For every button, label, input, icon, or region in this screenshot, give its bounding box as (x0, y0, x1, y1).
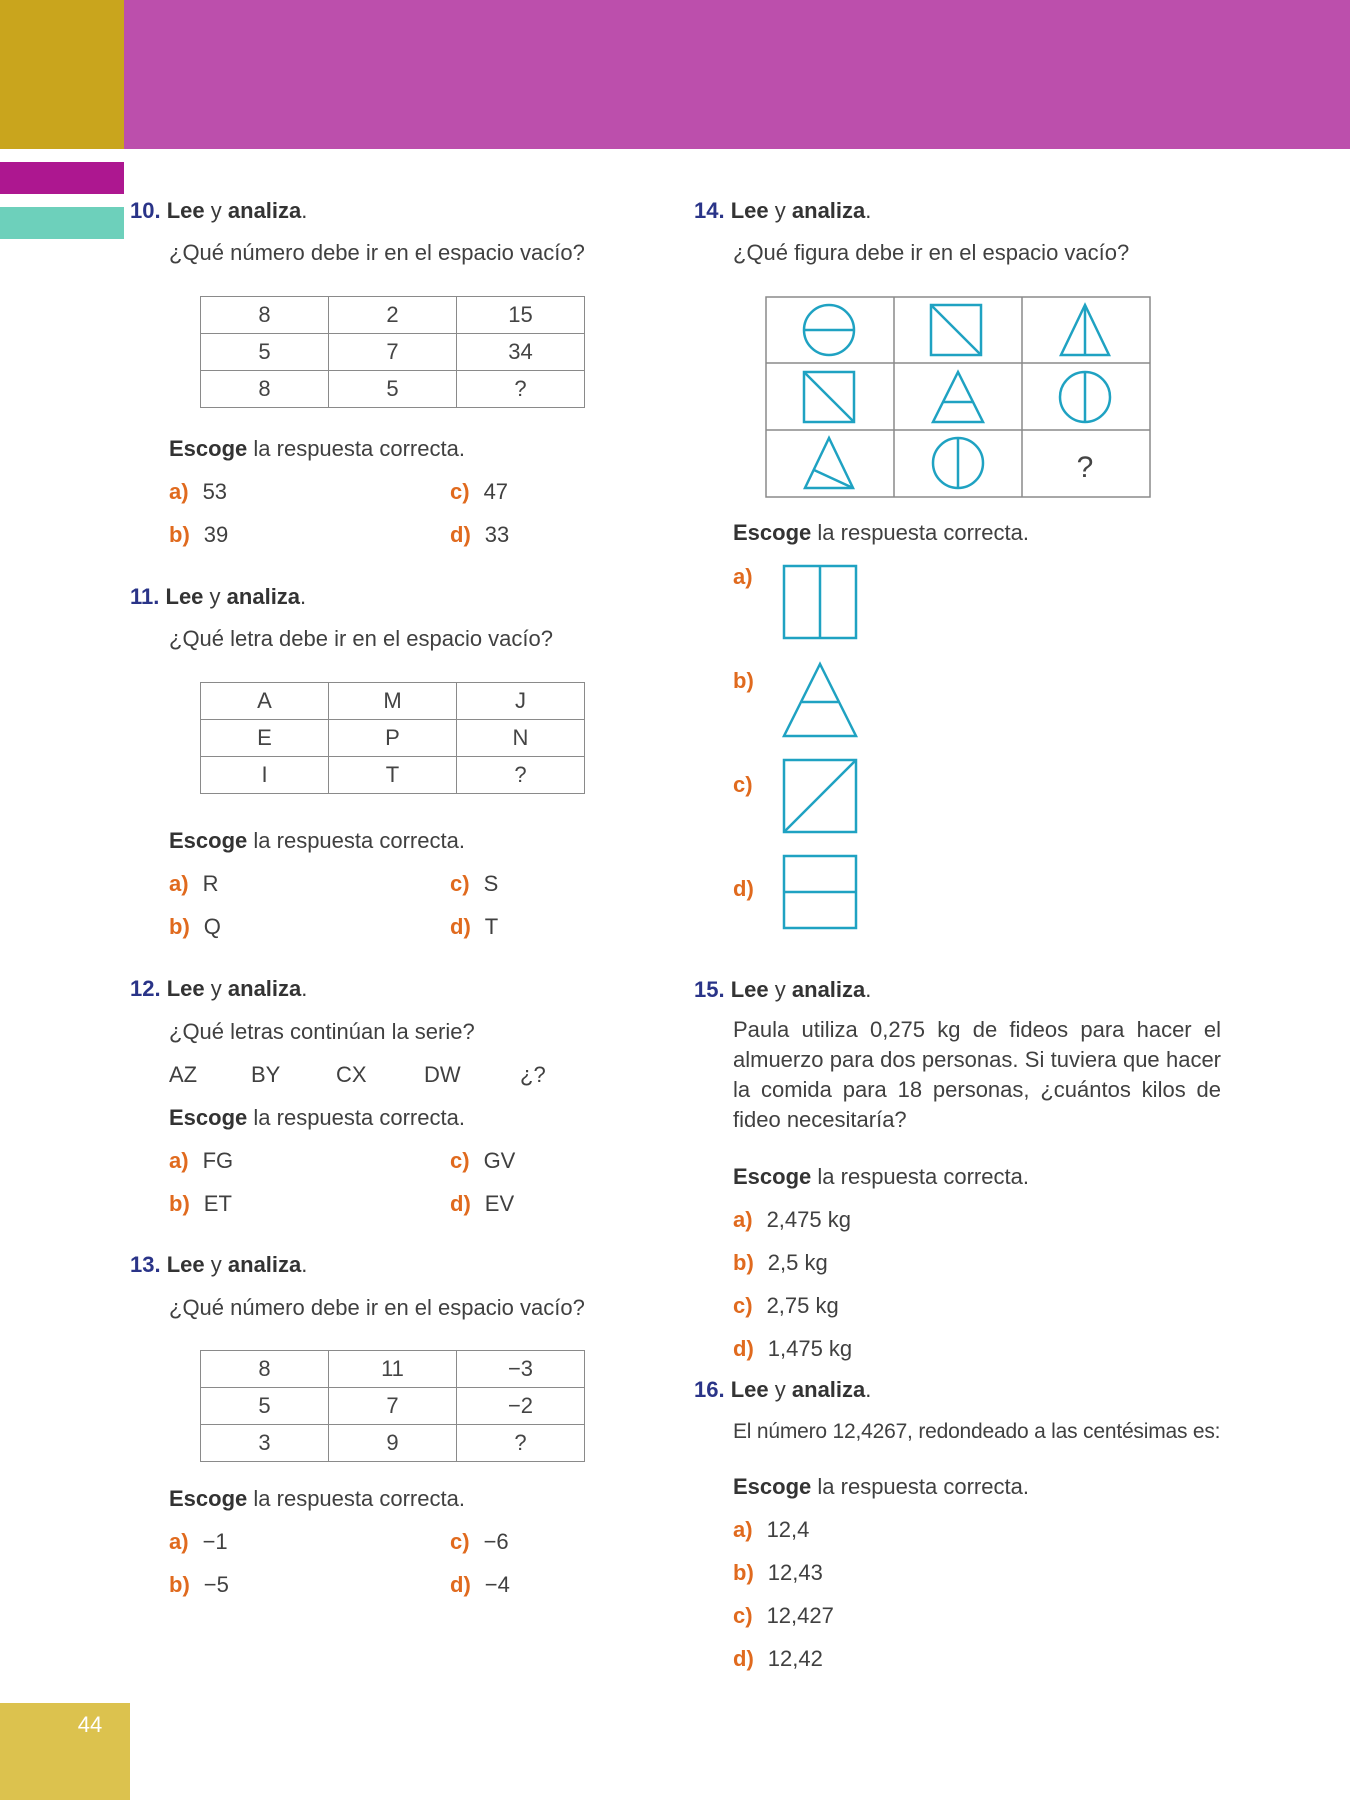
q16-instruction: Escoge la respuesta correcta. (733, 1474, 1029, 1499)
q15-option-d[interactable]: d) 1,475 kg (733, 1336, 853, 1361)
q12-option-d[interactable]: d) EV (450, 1191, 515, 1216)
q11-option-d[interactable]: d) T (450, 914, 499, 939)
q10-option-b[interactable]: b) 39 (169, 522, 229, 547)
grid-cell: 11 (329, 1351, 457, 1388)
q13-option-d[interactable]: d) −4 (450, 1572, 510, 1597)
grid-cell: ? (457, 371, 585, 408)
grid-cell: 8 (201, 371, 329, 408)
circle-horizontal-split-icon (804, 305, 854, 355)
q13-question: ¿Qué número debe ir en el espacio vacío? (169, 1295, 585, 1320)
q13-instruction: Escoge la respuesta correcta. (169, 1486, 465, 1511)
q10-question: ¿Qué número debe ir en el espacio vacío? (169, 240, 585, 265)
q14-option-d[interactable]: d) (733, 876, 754, 901)
triangle-vertical-split-icon (1061, 305, 1109, 355)
q11-option-a[interactable]: a) R (169, 871, 219, 896)
grid-cell: M (329, 683, 457, 720)
q10-option-d[interactable]: d) 33 (450, 522, 510, 547)
grid-cell: I (201, 757, 329, 794)
q14-option-a-figure[interactable] (780, 562, 860, 642)
header-band-gold (0, 0, 124, 149)
grid-cell: T (329, 757, 457, 794)
q11-grid (200, 682, 585, 794)
grid-cell: P (329, 720, 457, 757)
square-horizontal-split-icon (784, 856, 856, 928)
grid-cell: 7 (329, 334, 457, 371)
q12-series-1: AZ (169, 1062, 198, 1087)
grid-cell: 9 (329, 1425, 457, 1462)
grid-cell: 2 (329, 297, 457, 334)
grid-cell: ? (457, 1425, 585, 1462)
q12-series-2: BY (251, 1062, 281, 1087)
grid-cell: −3 (457, 1351, 585, 1388)
grid-cell: A (201, 683, 329, 720)
q14-heading: 14. Lee y analiza. (694, 198, 872, 223)
triangle-horizontal-split-icon (933, 372, 983, 422)
q10-heading: 10. Lee y analiza. (130, 198, 308, 223)
q14-option-c[interactable]: c) (733, 772, 753, 797)
side-tab-teal (0, 207, 124, 239)
q11-question: ¿Qué letra debe ir en el espacio vacío? (169, 626, 554, 651)
q11-heading: 11. Lee y analiza. (130, 584, 307, 609)
grid-cell: 3 (201, 1425, 329, 1462)
grid-cell: E (201, 720, 329, 757)
triangle-horizontal-split-icon (784, 664, 856, 736)
q13-grid (200, 1350, 585, 1462)
grid-cell: −2 (457, 1388, 585, 1425)
q14-figure-grid (765, 296, 1151, 498)
q14-option-a[interactable]: a) (733, 564, 753, 589)
q15-option-b[interactable]: b) 2,5 kg (733, 1250, 828, 1275)
q12-question: ¿Qué letras continúan la serie? (169, 1019, 475, 1044)
q14-missing-mark: ? (1076, 451, 1094, 484)
grid-cell: 8 (201, 297, 329, 334)
q11-instruction: Escoge la respuesta correcta. (169, 828, 465, 853)
grid-cell: N (457, 720, 585, 757)
q12-option-b[interactable]: b) ET (169, 1191, 232, 1216)
q14-option-d-figure[interactable] (780, 852, 860, 932)
triangle-diagonal-split-icon (805, 438, 853, 488)
q16-question: El número 12,4267, redondeado a las centésimas es: (733, 1420, 1221, 1443)
q14-option-b[interactable]: b) (733, 668, 754, 693)
q10-option-c[interactable]: c) 47 (450, 479, 509, 504)
q12-series-4: DW (424, 1062, 461, 1087)
grid-cell: ? (457, 757, 585, 794)
grid-cell: 7 (329, 1388, 457, 1425)
q13-option-a[interactable]: a) −1 (169, 1529, 228, 1554)
q15-option-a[interactable]: a) 2,475 kg (733, 1207, 851, 1232)
q15-heading: 15. Lee y analiza. (694, 977, 872, 1002)
grid-cell: 15 (457, 297, 585, 334)
q10-instruction: Escoge la respuesta correcta. (169, 436, 465, 461)
q15-instruction: Escoge la respuesta correcta. (733, 1164, 1029, 1189)
circle-vertical-split-icon (933, 438, 983, 488)
q12-instruction: Escoge la respuesta correcta. (169, 1105, 465, 1130)
grid-cell: 5 (329, 371, 457, 408)
q15-option-c[interactable]: c) 2,75 kg (733, 1293, 839, 1318)
q13-option-c[interactable]: c) −6 (450, 1529, 509, 1554)
q16-heading: 16. Lee y analiza. (694, 1377, 872, 1402)
square-diagonal-icon (931, 305, 981, 355)
q16-option-b[interactable]: b) 12,43 (733, 1560, 823, 1585)
grid-cell: 5 (201, 334, 329, 371)
square-vertical-split-icon (784, 566, 856, 638)
square-diagonal-icon (784, 760, 856, 832)
q14-option-b-figure[interactable] (780, 660, 860, 740)
q15-text: Paula utiliza 0,275 kg de fideos para hacer el almuerzo para dos personas. Si tuviera que hacer la comida para 18 personas, ¿cuántos kilos de fideo necesitaría? (733, 1017, 1221, 1132)
q12-series-3: CX (336, 1062, 367, 1087)
grid-cell: 8 (201, 1351, 329, 1388)
q12-option-a[interactable]: a) FG (169, 1148, 234, 1173)
header-band-purple (124, 0, 1350, 149)
q16-option-a[interactable]: a) 12,4 (733, 1517, 810, 1542)
q13-option-b[interactable]: b) −5 (169, 1572, 229, 1597)
square-diagonal-icon (804, 372, 854, 422)
page-number: 44 (77, 1712, 103, 1737)
grid-cell: J (457, 683, 585, 720)
q11-option-c[interactable]: c) S (450, 871, 499, 896)
side-tab-magenta (0, 162, 124, 194)
q14-option-c-figure[interactable] (780, 756, 860, 836)
q10-grid (200, 296, 585, 408)
grid-cell: 5 (201, 1388, 329, 1425)
q16-option-d[interactable]: d) 12,42 (733, 1646, 823, 1671)
q13-heading: 13. Lee y analiza. (130, 1252, 308, 1277)
q12-series-5: ¿? (520, 1062, 546, 1087)
q11-option-b[interactable]: b) Q (169, 914, 221, 939)
q14-question: ¿Qué figura debe ir en el espacio vacío? (733, 240, 1130, 265)
q16-option-c[interactable]: c) 12,427 (733, 1603, 834, 1628)
q12-option-c[interactable]: c) GV (450, 1148, 516, 1173)
circle-vertical-split-icon (1060, 372, 1110, 422)
q14-instruction: Escoge la respuesta correcta. (733, 520, 1029, 545)
grid-cell: 34 (457, 334, 585, 371)
q10-option-a[interactable]: a) 53 (169, 479, 228, 504)
q12-heading: 12. Lee y analiza. (130, 976, 308, 1001)
